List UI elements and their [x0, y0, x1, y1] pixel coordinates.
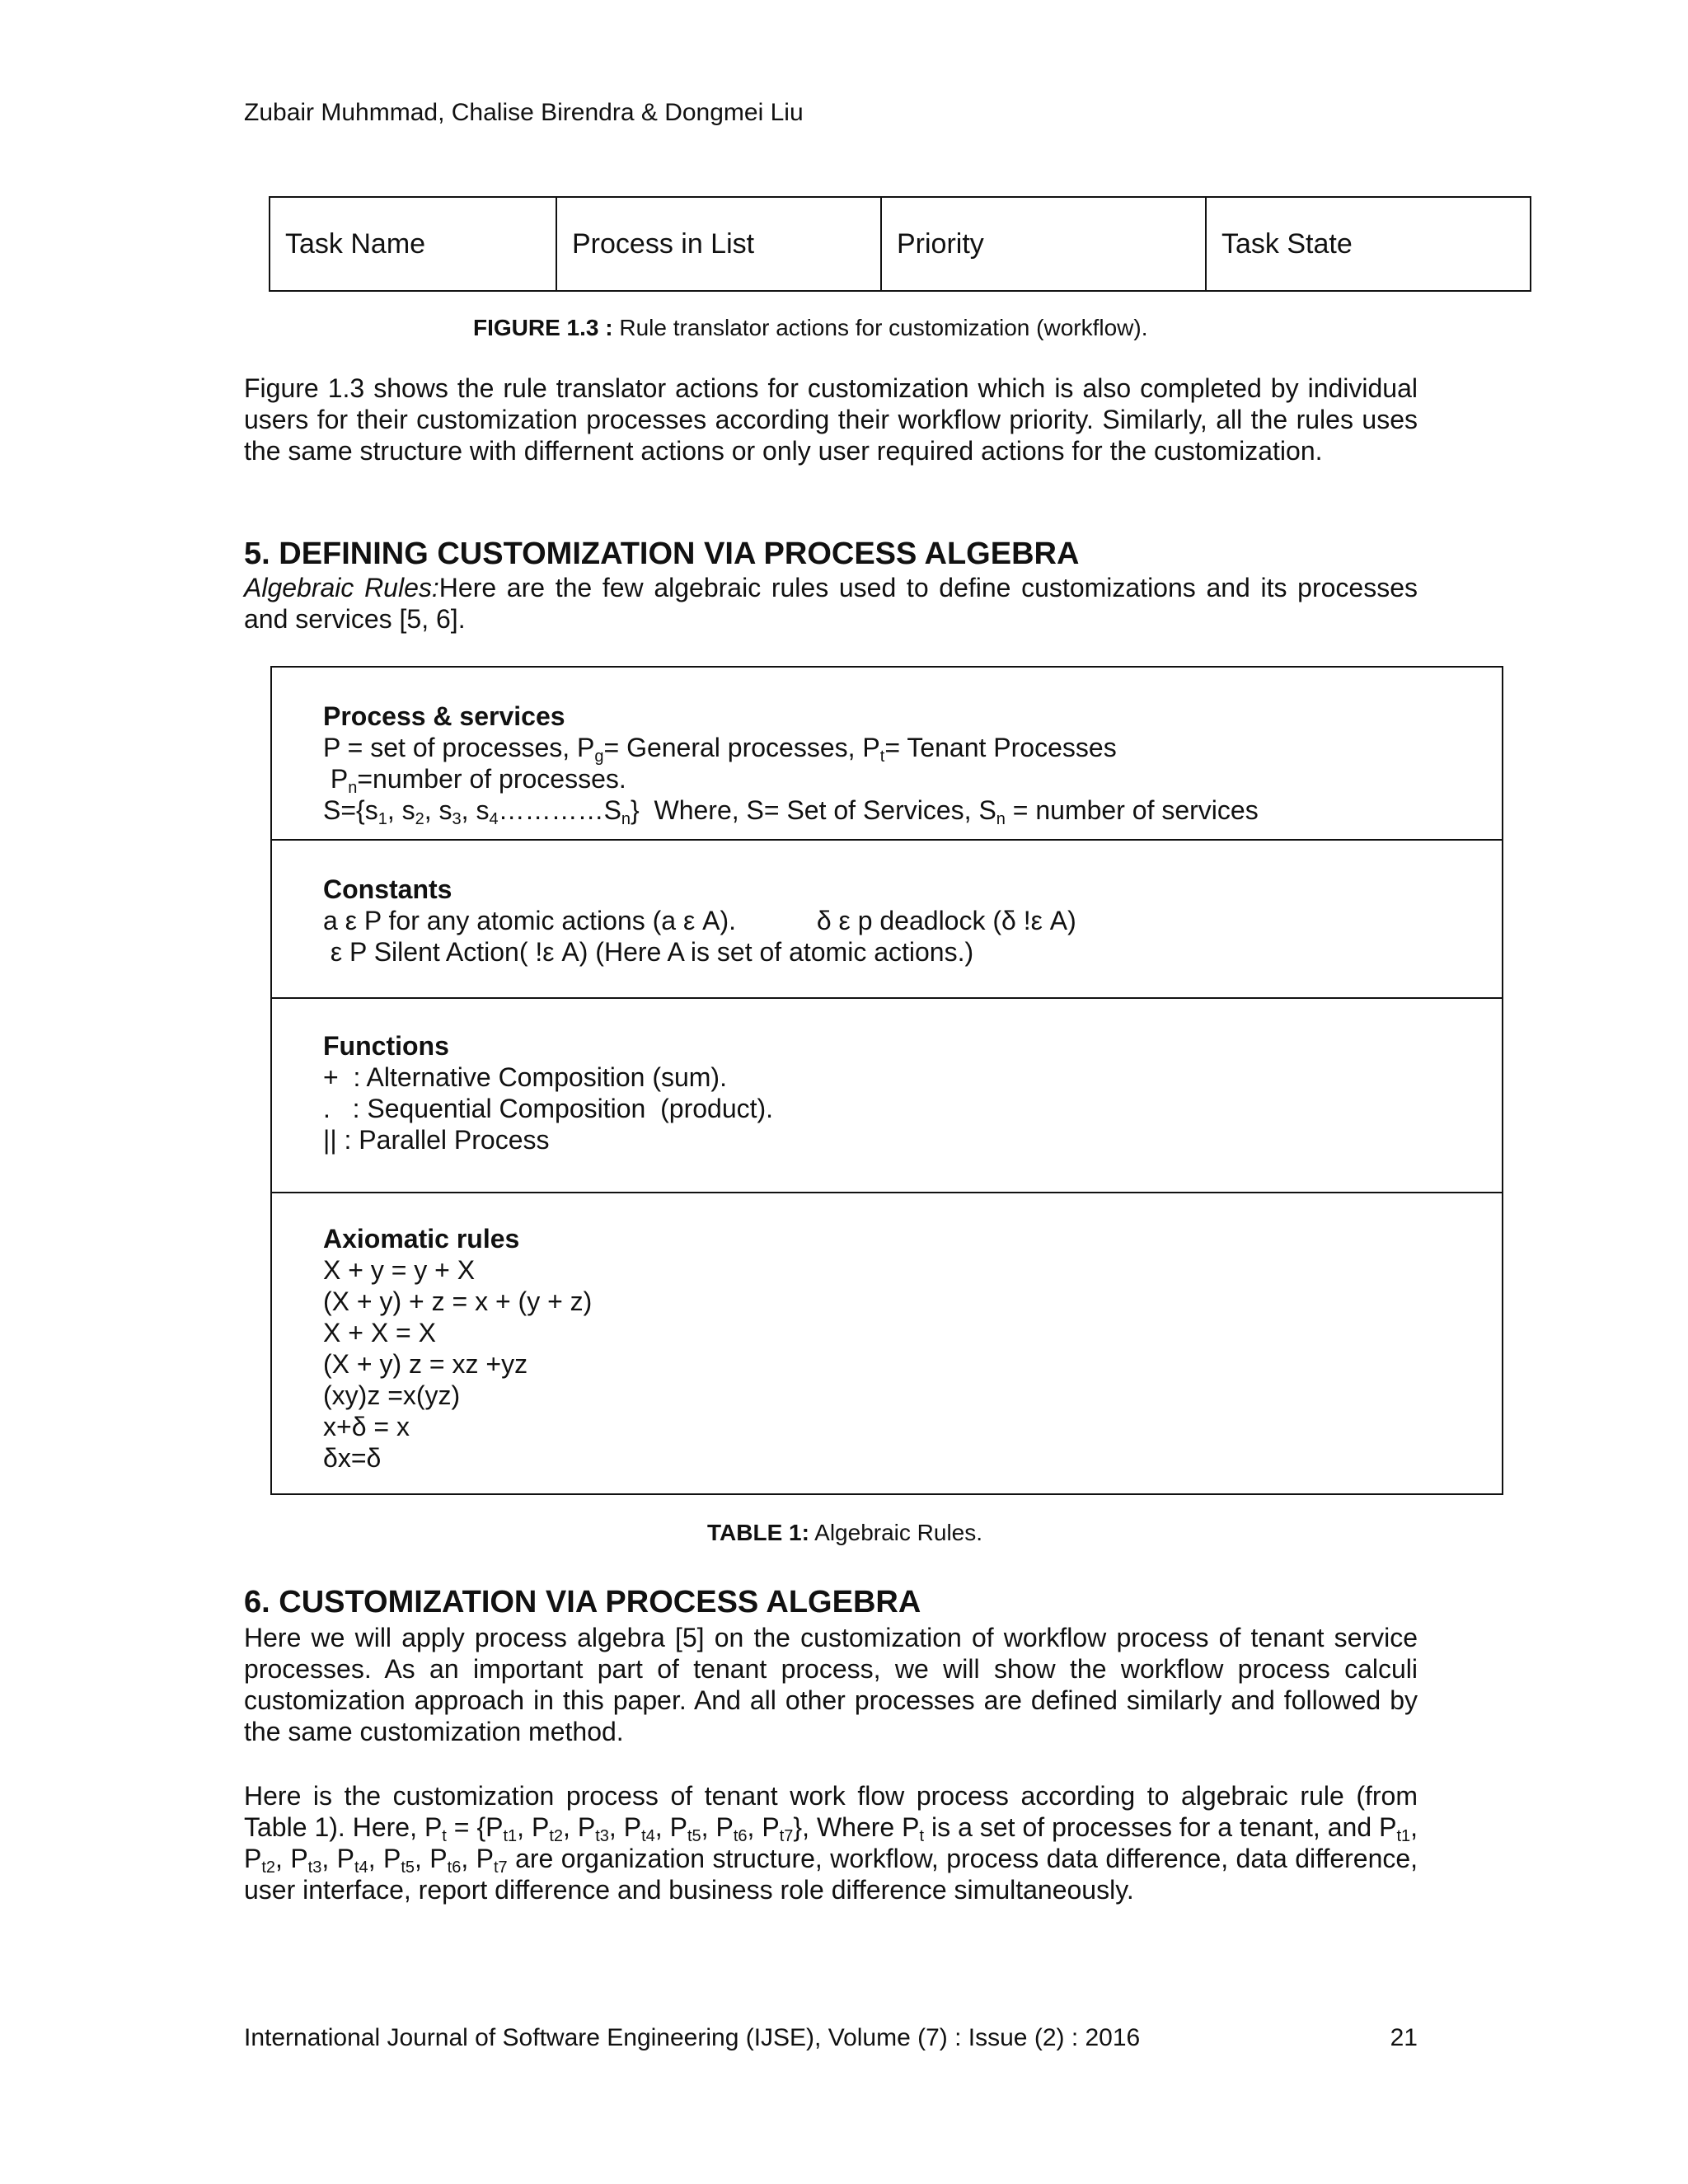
- figure-table-cell: Task State: [1206, 197, 1531, 291]
- figure-table-cell: Priority: [881, 197, 1206, 291]
- figure-table: [269, 196, 1531, 292]
- page-footer: [244, 2022, 1418, 2054]
- paragraph-figure-description: Figure 1.3 shows the rule translator actions for customization which is also completed by individual users for their customization processes according their workflow priority. Similarly, all the rules uses the same structure with differnent actions or only user required actions for the customization.: [244, 373, 1418, 466]
- rules-process-line: P = set of processes, $P_g=$ General processes, $P_t=$ Tenant Processes: [323, 733, 1117, 766]
- rules-constants-line: a ε P for any atomic actions (a ε A). δ ε p deadlock (δ !ε A): [323, 906, 1076, 935]
- rules-functions-line: . : Sequential Composition (product).: [323, 1094, 774, 1123]
- axiom-line: X + X = X: [323, 1318, 436, 1347]
- rules-divider: [272, 997, 1502, 999]
- page-number: 21: [1390, 2024, 1418, 2051]
- section-6-heading: 6. CUSTOMIZATION VIA PROCESS ALGEBRA: [244, 1585, 921, 1619]
- axiom-line: (X + y) z = xz +yz: [323, 1349, 528, 1379]
- figure-caption: [473, 313, 1148, 343]
- axiom-line: (X + y) + z = x + (y + z): [323, 1286, 593, 1316]
- rules-functions-title: Functions: [323, 1031, 449, 1061]
- running-head: Zubair Muhmmad, Chalise Birendra & Dongmei Liu: [244, 99, 804, 126]
- rules-functions-line: || : Parallel Process: [323, 1125, 550, 1155]
- rules-process-line: $P_n=number$ of processes.: [323, 764, 626, 797]
- section-6-paragraph-2: Here is the customization process of tenant work flow process according to algebraic rule (from Table 1). Here, $P_t = \{P_{t1}$, $P_{t2}$, $P_{t3}$, $P_{t4}$, $P_{t5}$, $P_{t6}$, $P_{t7}$}, Where $P_t$ is a set of processes for a tenant, and $P_{t1}$, $P_{t2}$, $P_{t3}$, $P_{t4}$, $P_{t5}$, $P_{t6}$, $P_{t7}$ are organization structure, workflow, process data difference, data difference, user interface, report difference and business role difference simultaneously.: [244, 1781, 1418, 1905]
- axiom-line: X + y = y + X: [323, 1255, 476, 1285]
- figure-caption-label: FIGURE 1.3 :: [473, 315, 613, 340]
- figure-table-cell: Process in List: [556, 197, 881, 291]
- rules-axiomatic-section: [272, 1223, 1502, 1474]
- table-caption-text: Algebraic Rules.: [809, 1520, 983, 1545]
- table-caption: [707, 1518, 982, 1548]
- rules-constants-section: [272, 874, 1502, 968]
- section-5-intro-text: Here are the few algebraic rules used to define customizations and its processes and services [5, 6].: [244, 573, 1418, 634]
- axiom-line: δx=δ: [323, 1443, 382, 1473]
- rules-process-title: Process & services: [323, 701, 565, 731]
- rules-functions-section: [272, 1030, 1502, 1155]
- footer-journal: International Journal of Software Engineering (IJSE), Volume (7) : Issue (2) : 2016: [244, 2024, 1141, 2051]
- section-5-intro: [244, 572, 1418, 635]
- rules-process-section: [272, 701, 1502, 826]
- rules-process-line: $S=\{s_1$, $s_2$, $s_3$, $s_4\dots\dots\dots\dots S_n$} Where, S= Set of Services, $S_n$ = number of services: [323, 795, 1259, 828]
- figure-table-cell: Task Name: [270, 197, 556, 291]
- rules-axiomatic-title: Axiomatic rules: [323, 1224, 520, 1254]
- section-6-paragraph-1: Here we will apply process algebra [5] on the customization of workflow process of tenant service processes. As an important part of tenant process, we will show the workflow process calculi customization approach in this paper. And all other processes are defined similarly and followed by the same customization method.: [244, 1623, 1418, 1746]
- section-5-intro-label: Algebraic Rules:: [244, 573, 439, 602]
- rules-divider: [272, 1192, 1502, 1193]
- section-5-heading: 5. DEFINING CUSTOMIZATION VIA PROCESS ALGEBRA: [244, 537, 1080, 571]
- rules-divider: [272, 839, 1502, 841]
- rules-functions-line: + : Alternative Composition (sum).: [323, 1062, 727, 1092]
- rules-constants-line: ε P Silent Action( !ε A) (Here A is set of atomic actions.): [323, 937, 974, 967]
- figure-caption-text: Rule translator actions for customization (workflow).: [612, 315, 1148, 340]
- table-caption-label: TABLE 1:: [707, 1520, 809, 1545]
- axiom-line: (xy)z =x(yz): [323, 1380, 461, 1410]
- algebraic-rules-table: [270, 666, 1503, 1495]
- rules-constants-title: Constants: [323, 874, 452, 904]
- axiom-line: x+δ = x: [323, 1412, 410, 1441]
